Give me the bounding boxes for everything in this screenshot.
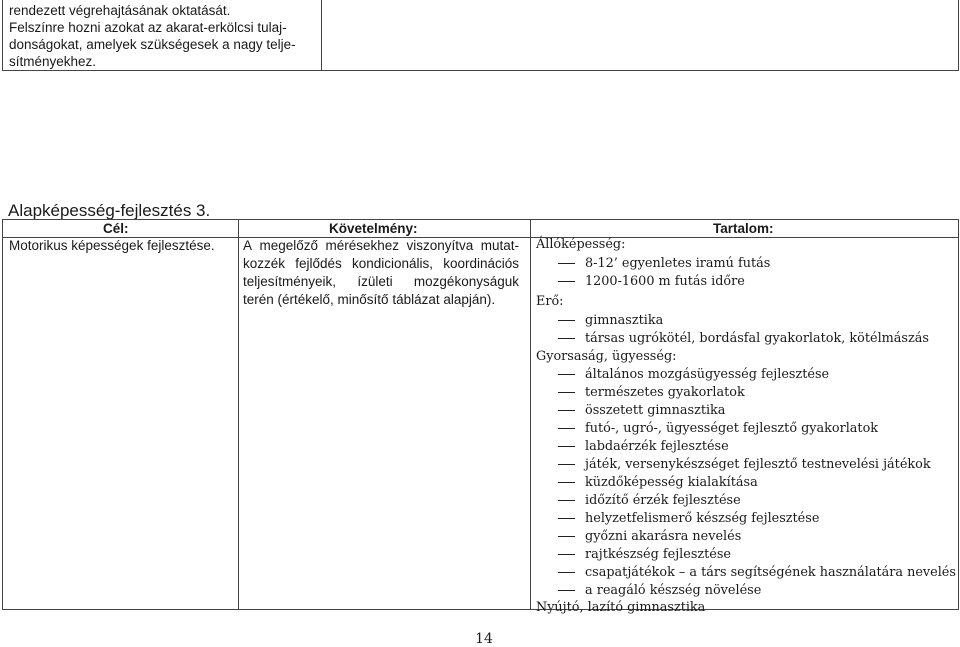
word: koordinációs (443, 256, 519, 271)
previous-table-continuation (2, 0, 959, 71)
dash-bullet-icon (558, 572, 575, 573)
dash-bullet-icon (558, 374, 575, 375)
previous-table-left-cell (3, 0, 322, 70)
dash-bullet-icon (558, 536, 575, 537)
dash-bullet-icon (558, 392, 575, 393)
speed-heading: Gyorsaság, ügyesség: (536, 349, 677, 364)
header-content: Tartalom: (713, 221, 774, 236)
word: teljesítményeik, (243, 274, 337, 289)
text-line: donságokat, amelyek szükségesek a nagy telje- (9, 37, 296, 52)
list-item: futó-, ugró-, ügyességet fejlesztő gyakorlatok (558, 420, 878, 437)
curriculum-table (2, 219, 959, 615)
section-title: Alapképesség-fejlesztés 3. (8, 201, 211, 220)
dash-bullet-icon (558, 500, 575, 501)
dash-bullet-icon (558, 446, 575, 447)
list-item: gimnasztika (558, 312, 663, 329)
list-item: rajtkészség fejlesztése (558, 546, 731, 563)
dash-bullet-icon (558, 464, 575, 465)
word: viszonyítva (406, 238, 474, 253)
list-item: helyzetfelismerő készség fejlesztése (558, 510, 819, 527)
goal-cell: Motorikus képességek fejlesztése. (9, 238, 215, 253)
text-line: sítményekhez. (9, 54, 97, 69)
endurance-heading: Állóképesség: (536, 237, 626, 252)
list-item: 8-12’ egyenletes iramú futás (558, 255, 770, 272)
dash-bullet-icon (558, 320, 575, 321)
dash-bullet-icon (558, 590, 575, 591)
word: megelőző (259, 238, 319, 253)
list-item: győzni akarásra nevelés (558, 528, 741, 545)
word: terén (értékelő, minősítő táblázat alapján). (243, 292, 496, 307)
text-line: rendezett végrehajtásának oktatását. (9, 3, 231, 18)
closing-line: Nyújtó, lazító gimnasztika (536, 600, 706, 615)
dash-bullet-icon (558, 482, 575, 483)
list-item: általános mozgásügyesség fejlesztése (558, 366, 829, 383)
list-item: küzdőképesség kialakítása (558, 474, 758, 491)
list-item: összetett gimnasztika (558, 402, 725, 419)
word: fejlődés (295, 256, 342, 271)
previous-cell-text (9, 2, 309, 70)
list-item: labdaérzék fejlesztése (558, 438, 729, 455)
word: mutat- (480, 238, 519, 253)
dash-bullet-icon (558, 518, 575, 519)
header-requirement: Követelmény: (329, 221, 418, 236)
requirement-line (243, 291, 519, 309)
page-number: 14 (475, 631, 493, 647)
header-goal: Cél: (103, 221, 129, 236)
word: mozgékonyságuk (413, 274, 519, 289)
dash-bullet-icon (558, 554, 575, 555)
list-item: a reagáló készség növelése (558, 582, 761, 599)
strength-heading: Erő: (536, 294, 564, 309)
dash-bullet-icon (558, 338, 575, 339)
word: A (243, 238, 253, 253)
text-line: Felszínre hozni azokat az akarat-erkölcsi tulaj- (9, 20, 287, 35)
word: ízületi (357, 274, 393, 289)
list-item: társas ugrókötél, bordásfal gyakorlatok, kötélmászás (558, 330, 929, 347)
list-item: csapatjátékok – a társ segítségének használatára nevelés (558, 564, 956, 581)
dash-bullet-icon (558, 410, 575, 411)
word: kondicionális, (351, 256, 433, 271)
requirement-line (243, 255, 519, 273)
dash-bullet-icon (558, 281, 575, 282)
list-item: természetes gyakorlatok (558, 384, 745, 401)
list-item: játék, versenykészséget fejlesztő testnevelési játékok (558, 456, 931, 473)
list-item: 1200-1600 m futás időre (558, 273, 745, 290)
requirement-cell (243, 237, 519, 309)
list-item: időzítő érzék fejlesztése (558, 492, 741, 509)
word: mérésekhez (325, 238, 400, 253)
column-divider (238, 220, 239, 609)
column-divider (530, 220, 531, 609)
requirement-line (243, 273, 519, 291)
word: kozzék (243, 256, 286, 271)
requirement-line (243, 237, 519, 255)
dash-bullet-icon (558, 428, 575, 429)
dash-bullet-icon (558, 263, 575, 264)
